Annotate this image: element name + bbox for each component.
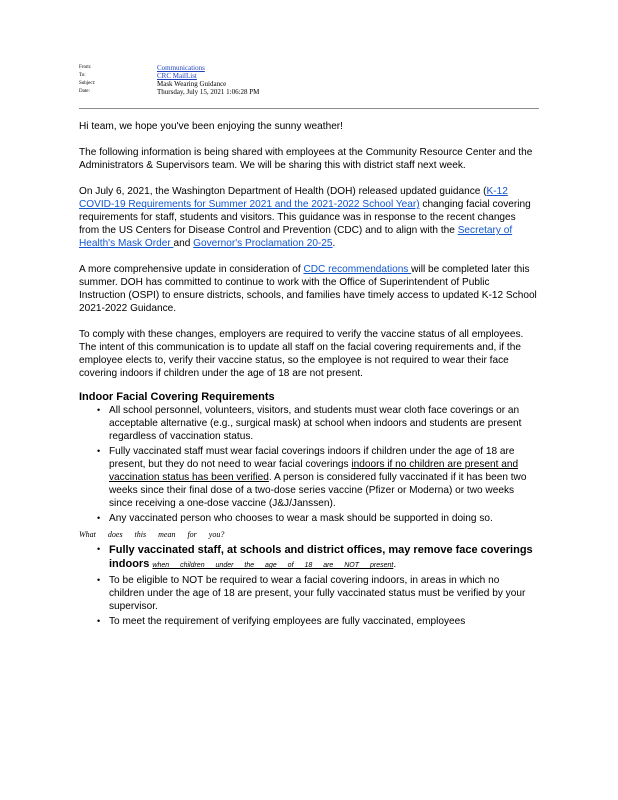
bullet-icon: • xyxy=(97,575,101,585)
mask-order-link[interactable]: Secretary of Health's Mask Order xyxy=(79,225,513,249)
bullet-icon: • xyxy=(97,544,101,554)
email-header xyxy=(79,64,539,96)
proclamation-link[interactable]: Governor's Proclamation 20-25 xyxy=(193,238,333,249)
list-item-italic: when children under the age of 18 are NOT present xyxy=(152,562,394,569)
from-label: From: xyxy=(79,65,92,70)
list-item-text: All school personnel, volunteers, visitors, and students must wear cloth face coverings or an acceptable alternative (e.g., surgical mask) at school when indoors and students are present regardless of vaccination status. xyxy=(109,405,522,442)
bullet-icon: • xyxy=(97,616,101,626)
text: and xyxy=(173,238,194,249)
paragraph-comply: To comply with these changes, employers are required to verify the vaccine status of all employees. The intent of this communication is to update all staff on the facial covering requirements and, if the employee elects to, verify their vaccine status, so the employee is not required to wear their face covering indoors if children under the age of 18 are not present. xyxy=(79,329,524,379)
bullet-icon: • xyxy=(97,405,101,415)
list-item-bold: Fully vaccinated staff, at schools and district offices, may remove face coverings indoors xyxy=(109,544,533,570)
list-item xyxy=(97,404,537,443)
bullet-icon: • xyxy=(97,446,101,456)
text: A more comprehensive update in consideration of xyxy=(79,264,304,275)
text: changing facial covering requirements for staff, students and visitors. This guidance was in response to the recent changes from the US Centers for Disease Control and Prevention (CDC) and to align with the xyxy=(79,199,531,236)
date-label: Date: xyxy=(79,89,90,94)
greeting: Hi team, we hope you've been enjoying the sunny weather! xyxy=(79,121,343,132)
list-item-text: . xyxy=(393,559,397,570)
list-item-text: Any vaccinated person who chooses to wear a mask should be supported in doing so. xyxy=(109,513,493,524)
date-value: Thursday, July 15, 2021 1:06:28 PM xyxy=(157,88,260,96)
paragraph-doh-guidance xyxy=(79,185,537,250)
subject-label: Subject: xyxy=(79,81,96,86)
requirements-list xyxy=(79,404,537,525)
to-row xyxy=(79,72,539,80)
list-item xyxy=(97,574,537,613)
bullet-icon: • xyxy=(97,513,101,523)
cdc-recommendations-link[interactable]: CDC recommendations xyxy=(303,264,412,275)
list-item xyxy=(97,445,537,510)
paragraph-sharing-info: The following information is being shared with employees at the Community Resource Center and the Administrators & Supervisors team. We will be sharing this with district staff next week. xyxy=(79,147,533,171)
text: On July 6, 2021, the Washington Department of Health (DOH) released updated guidance ( xyxy=(79,186,487,197)
text: . xyxy=(332,238,336,249)
subject-row xyxy=(79,80,539,88)
subject-value: Mask Wearing Guidance xyxy=(157,80,227,88)
k12-requirements-link[interactable]: K-12 COVID-19 Requirements for Summer 2021 and the 2021-2022 School Year) xyxy=(79,186,508,210)
list-item xyxy=(97,512,537,525)
list-item-text: Fully vaccinated staff must wear facial coverings indoors if children under the age of 18 are present, but they do not need to wear facial coverings xyxy=(109,446,515,470)
email-body xyxy=(79,120,537,630)
date-row xyxy=(79,88,539,96)
text: will be completed later this summer. DOH has committed to continue to work with the Office of Superintendent of Public Instruction (OSPI) to ensure districts, schools, and families have timely access to updated K-12 School 2021-2022 Guidance. xyxy=(79,264,537,314)
what-does-this-mean-heading: What does this mean for you? xyxy=(79,530,225,539)
list-item-underlined: indoors if no children are present and vaccination status has been verified xyxy=(109,459,519,483)
header-divider xyxy=(79,108,539,109)
section-title: Indoor Facial Covering Requirements xyxy=(79,391,275,403)
paragraph-comprehensive-update xyxy=(79,263,537,315)
from-value-link[interactable]: Communications xyxy=(157,64,205,72)
list-item-text: To meet the requirement of verifying employees are fully vaccinated, employees xyxy=(109,616,466,627)
list-item-text: . A person is considered fully vaccinated if it has been two weeks since their final dose of a two-dose series vaccine (Pfizer or Moderna) or two weeks since receiving a one-dose vaccine (J&J/Janssen). xyxy=(109,472,527,509)
meaning-list xyxy=(79,543,537,628)
list-item xyxy=(97,543,537,572)
list-item xyxy=(97,615,537,628)
to-value-link[interactable]: CRC MailList xyxy=(157,72,197,80)
to-label: To: xyxy=(79,73,86,78)
from-row xyxy=(79,64,539,72)
list-item-text: To be eligible to NOT be required to wear a facial covering indoors, in areas in which no children under the age of 18 are present, your fully vaccinated status must be verified by your supervisor. xyxy=(109,575,526,612)
